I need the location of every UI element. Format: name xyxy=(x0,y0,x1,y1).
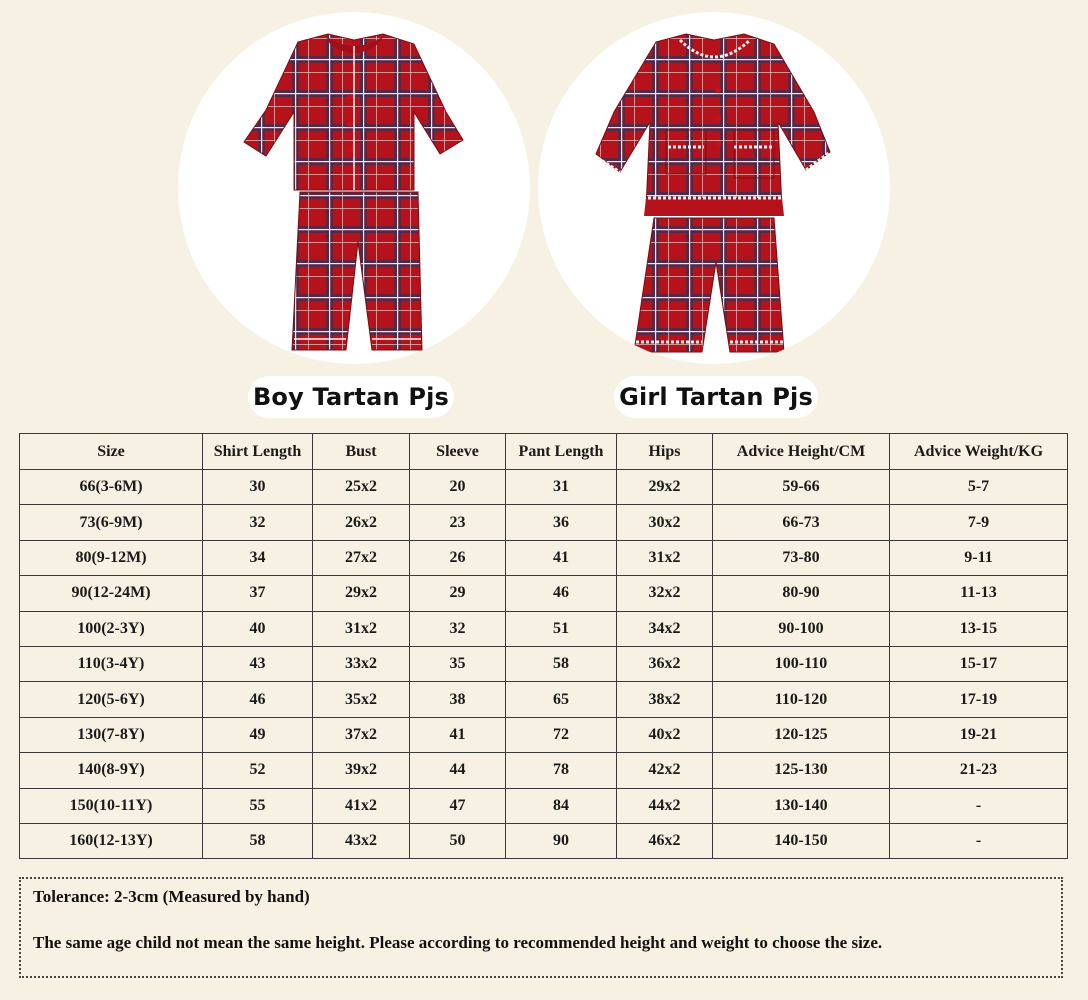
header-hips: Hips xyxy=(617,434,713,470)
table-row xyxy=(20,540,1068,575)
cell-size: 150(10-11Y) xyxy=(20,788,203,823)
cell-pant-length: 90 xyxy=(506,823,617,858)
cell-pant-length: 46 xyxy=(506,576,617,611)
size-notes-box xyxy=(19,877,1063,978)
cell-advice-height: 80-90 xyxy=(713,576,890,611)
cell-bust: 26x2 xyxy=(313,505,410,540)
cell-advice-weight: - xyxy=(890,823,1068,858)
cell-bust: 27x2 xyxy=(313,540,410,575)
boy-tartan-pajama-icon xyxy=(178,12,530,364)
cell-sleeve: 44 xyxy=(410,753,506,788)
table-row xyxy=(20,823,1068,858)
cell-advice-weight: 15-17 xyxy=(890,646,1068,681)
cell-hips: 30x2 xyxy=(617,505,713,540)
cell-bust: 37x2 xyxy=(313,717,410,752)
cell-advice-weight: 11-13 xyxy=(890,576,1068,611)
cell-advice-height: 110-120 xyxy=(713,682,890,717)
cell-advice-weight: 7-9 xyxy=(890,505,1068,540)
cell-advice-height: 59-66 xyxy=(713,470,890,505)
cell-bust: 39x2 xyxy=(313,753,410,788)
cell-pant-length: 31 xyxy=(506,470,617,505)
cell-shirt-length: 52 xyxy=(203,753,313,788)
cell-sleeve: 20 xyxy=(410,470,506,505)
cell-hips: 36x2 xyxy=(617,646,713,681)
boy-pajama-image xyxy=(178,12,530,364)
cell-size: 120(5-6Y) xyxy=(20,682,203,717)
header-bust: Bust xyxy=(313,434,410,470)
cell-sleeve: 32 xyxy=(410,611,506,646)
cell-pant-length: 78 xyxy=(506,753,617,788)
cell-size: 100(2-3Y) xyxy=(20,611,203,646)
table-row xyxy=(20,646,1068,681)
table-row xyxy=(20,717,1068,752)
cell-hips: 42x2 xyxy=(617,753,713,788)
cell-bust: 35x2 xyxy=(313,682,410,717)
table-row xyxy=(20,788,1068,823)
cell-advice-height: 130-140 xyxy=(713,788,890,823)
cell-shirt-length: 55 xyxy=(203,788,313,823)
table-row xyxy=(20,682,1068,717)
table-row xyxy=(20,470,1068,505)
cell-sleeve: 47 xyxy=(410,788,506,823)
cell-pant-length: 84 xyxy=(506,788,617,823)
cell-pant-length: 72 xyxy=(506,717,617,752)
cell-advice-weight: 17-19 xyxy=(890,682,1068,717)
boy-product-label: Boy Tartan Pjs xyxy=(248,376,454,418)
cell-size: 130(7-8Y) xyxy=(20,717,203,752)
table-header-row xyxy=(20,434,1068,470)
cell-hips: 46x2 xyxy=(617,823,713,858)
cell-advice-weight: - xyxy=(890,788,1068,823)
cell-shirt-length: 34 xyxy=(203,540,313,575)
cell-hips: 34x2 xyxy=(617,611,713,646)
header-advice-height: Advice Height/CM xyxy=(713,434,890,470)
cell-size: 73(6-9M) xyxy=(20,505,203,540)
cell-hips: 29x2 xyxy=(617,470,713,505)
cell-shirt-length: 43 xyxy=(203,646,313,681)
cell-sleeve: 23 xyxy=(410,505,506,540)
cell-advice-height: 66-73 xyxy=(713,505,890,540)
cell-advice-height: 90-100 xyxy=(713,611,890,646)
cell-advice-weight: 19-21 xyxy=(890,717,1068,752)
cell-shirt-length: 30 xyxy=(203,470,313,505)
cell-size: 110(3-4Y) xyxy=(20,646,203,681)
table-row xyxy=(20,611,1068,646)
cell-hips: 44x2 xyxy=(617,788,713,823)
cell-advice-weight: 5-7 xyxy=(890,470,1068,505)
cell-advice-height: 73-80 xyxy=(713,540,890,575)
tolerance-note: Tolerance: 2-3cm (Measured by hand) xyxy=(33,887,310,906)
cell-shirt-length: 40 xyxy=(203,611,313,646)
cell-pant-length: 41 xyxy=(506,540,617,575)
cell-sleeve: 38 xyxy=(410,682,506,717)
girl-tartan-pajama-icon xyxy=(538,12,890,364)
cell-advice-height: 120-125 xyxy=(713,717,890,752)
girl-pajama-image xyxy=(538,12,890,364)
cell-shirt-length: 37 xyxy=(203,576,313,611)
cell-shirt-length: 32 xyxy=(203,505,313,540)
cell-size: 66(3-6M) xyxy=(20,470,203,505)
cell-hips: 38x2 xyxy=(617,682,713,717)
cell-shirt-length: 49 xyxy=(203,717,313,752)
cell-shirt-length: 46 xyxy=(203,682,313,717)
cell-sleeve: 41 xyxy=(410,717,506,752)
cell-sleeve: 35 xyxy=(410,646,506,681)
girl-product-label: Girl Tartan Pjs xyxy=(614,376,818,418)
cell-hips: 31x2 xyxy=(617,540,713,575)
cell-bust: 31x2 xyxy=(313,611,410,646)
cell-sleeve: 50 xyxy=(410,823,506,858)
table-row xyxy=(20,753,1068,788)
cell-pant-length: 51 xyxy=(506,611,617,646)
table-row xyxy=(20,505,1068,540)
cell-shirt-length: 58 xyxy=(203,823,313,858)
cell-bust: 25x2 xyxy=(313,470,410,505)
cell-sleeve: 29 xyxy=(410,576,506,611)
header-size: Size xyxy=(20,434,203,470)
size-chart-body xyxy=(20,470,1068,859)
cell-bust: 43x2 xyxy=(313,823,410,858)
cell-advice-weight: 9-11 xyxy=(890,540,1068,575)
cell-size: 140(8-9Y) xyxy=(20,753,203,788)
cell-bust: 33x2 xyxy=(313,646,410,681)
cell-bust: 41x2 xyxy=(313,788,410,823)
cell-size: 90(12-24M) xyxy=(20,576,203,611)
cell-advice-height: 100-110 xyxy=(713,646,890,681)
cell-size: 80(9-12M) xyxy=(20,540,203,575)
cell-hips: 40x2 xyxy=(617,717,713,752)
cell-advice-height: 125-130 xyxy=(713,753,890,788)
cell-pant-length: 36 xyxy=(506,505,617,540)
cell-advice-height: 140-150 xyxy=(713,823,890,858)
header-sleeve: Sleeve xyxy=(410,434,506,470)
cell-pant-length: 58 xyxy=(506,646,617,681)
header-pant-length: Pant Length xyxy=(506,434,617,470)
cell-bust: 29x2 xyxy=(313,576,410,611)
cell-advice-weight: 13-15 xyxy=(890,611,1068,646)
size-advice-note: The same age child not mean the same height. Please according to recommended height and weight to choose the size. xyxy=(33,933,883,952)
cell-sleeve: 26 xyxy=(410,540,506,575)
size-chart-table xyxy=(19,433,1068,859)
cell-size: 160(12-13Y) xyxy=(20,823,203,858)
cell-hips: 32x2 xyxy=(617,576,713,611)
header-shirt-length: Shirt Length xyxy=(203,434,313,470)
cell-pant-length: 65 xyxy=(506,682,617,717)
cell-advice-weight: 21-23 xyxy=(890,753,1068,788)
header-advice-weight: Advice Weight/KG xyxy=(890,434,1068,470)
table-row xyxy=(20,576,1068,611)
